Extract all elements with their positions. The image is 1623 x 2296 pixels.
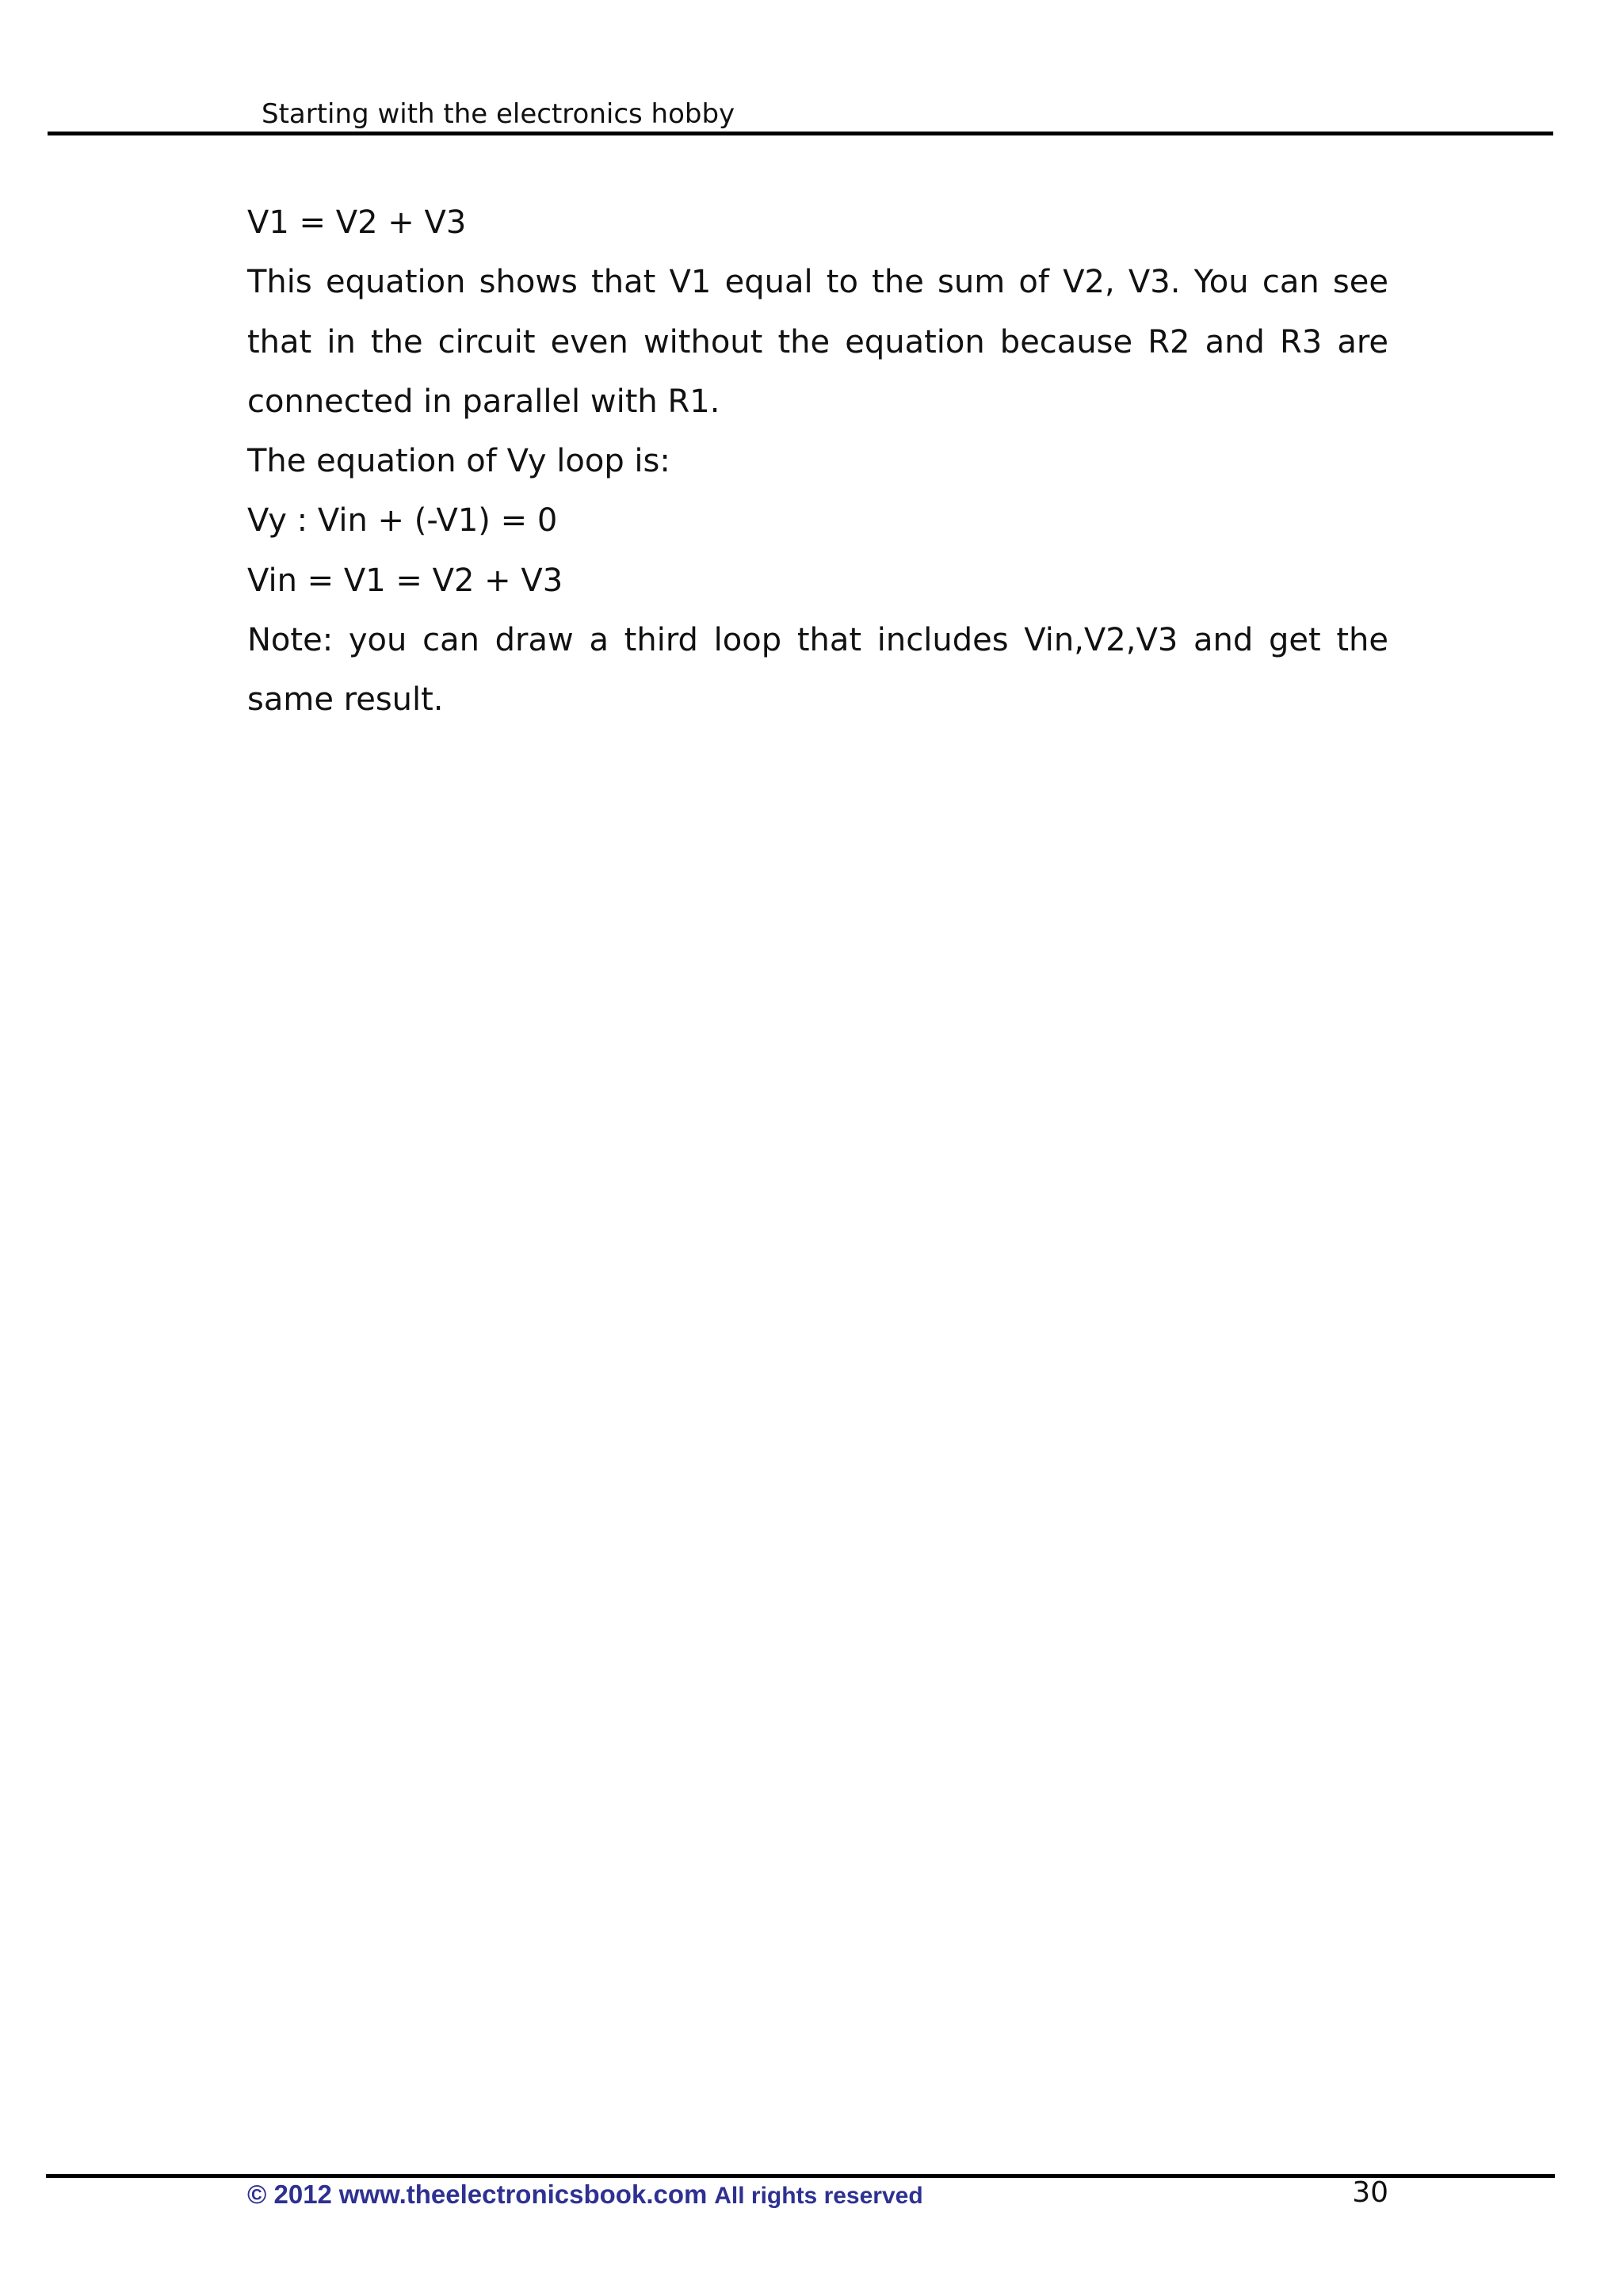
equation-line: V1 = V2 + V3: [247, 204, 467, 241]
note-paragraph: Note: you can draw a third loop that includes Vin,V2,V3 and get the same result.: [247, 622, 1388, 719]
page-number: 30: [1352, 2176, 1388, 2209]
website-link[interactable]: www.theelectronicsbook.com: [338, 2180, 708, 2209]
equation-line: Vin = V1 = V2 + V3: [247, 562, 563, 599]
page-body: [247, 193, 1388, 730]
copyright-year: © 2012: [247, 2180, 332, 2209]
footer-copyright: [247, 2177, 923, 2214]
rights-text: All rights reserved: [714, 2183, 923, 2209]
body-paragraph: The equation of Vy loop is:: [247, 443, 670, 480]
header-divider: [48, 132, 1553, 135]
body-paragraph: This equation shows that V1 equal to the sum of V2, V3. You can see that in the circuit even without the equation because R2 and R3 are connected in parallel with R1.: [247, 264, 1388, 420]
equation-line: Vy : Vin + (-V1) = 0: [247, 502, 558, 540]
running-header: Starting with the electronics hobby: [262, 98, 735, 130]
